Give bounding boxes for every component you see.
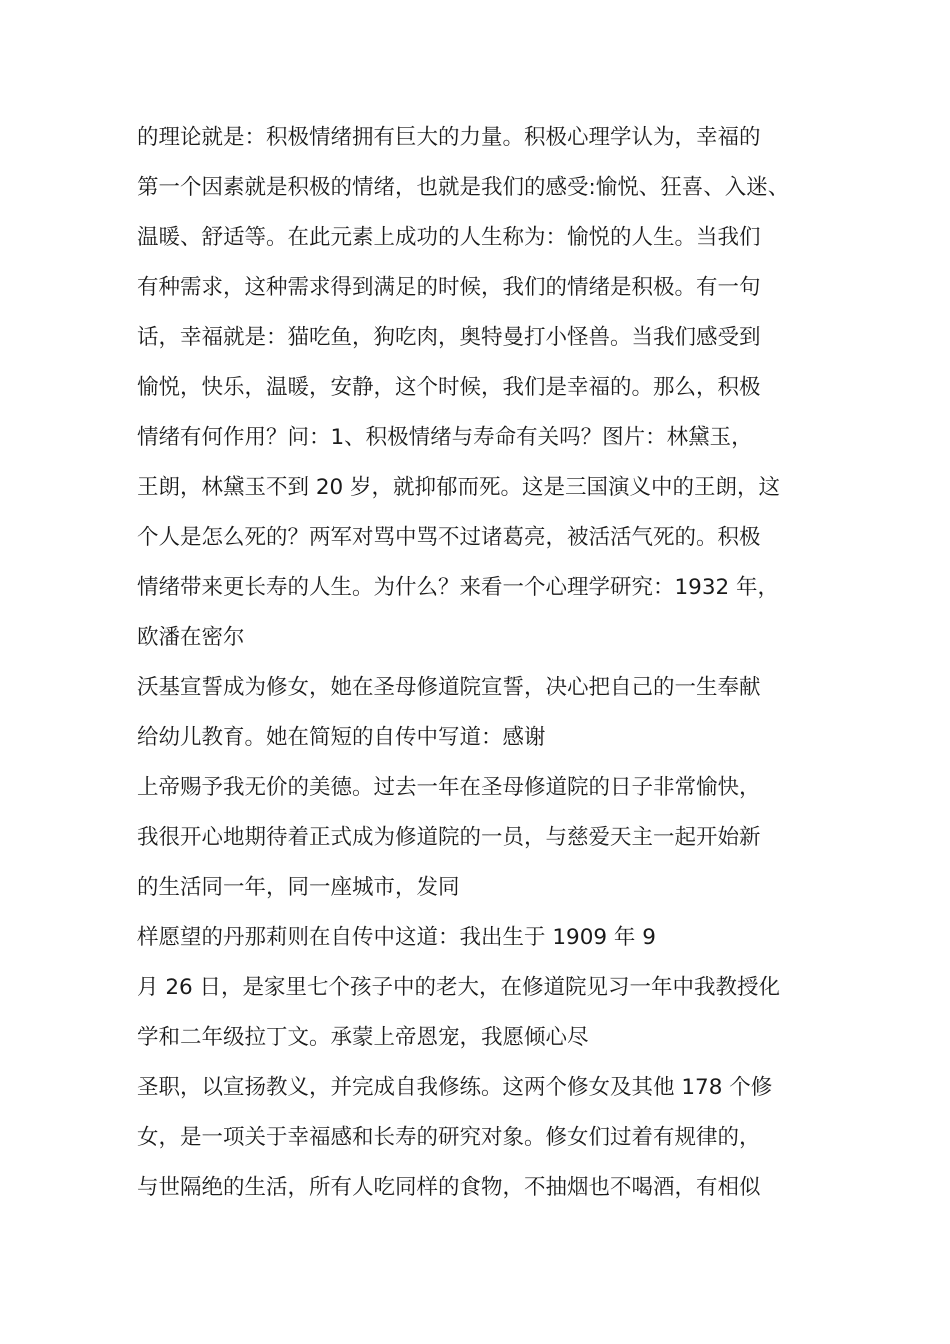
text-line: 第一个因素就是积极的情绪，也就是我们的感受:愉悦、狂喜、入迷、	[137, 175, 790, 200]
text-line: 话，幸福就是：猫吃鱼，狗吃肉，奥特曼打小怪兽。当我们感受到	[137, 325, 761, 350]
text-line: 的生活同一年，同一座城市，发同	[137, 875, 460, 900]
text-line: 个人是怎么死的？两军对骂中骂不过诸葛亮，被活活气死的。积极	[137, 525, 761, 550]
text-line: 与世隔绝的生活，所有人吃同样的食物，不抽烟也不喝酒，有相似	[137, 1175, 761, 1200]
text-line: 情绪带来更长寿的人生。为什么？来看一个心理学研究：1932 年，	[137, 575, 780, 600]
text-line: 有种需求，这种需求得到满足的时候，我们的情绪是积极。有一句	[137, 275, 761, 300]
text-line: 我很开心地期待着正式成为修道院的一员，与慈爱天主一起开始新	[137, 825, 761, 850]
text-line: 欧潘在密尔	[137, 625, 245, 650]
text-line: 愉悦，快乐，温暖，安静，这个时候，我们是幸福的。那么，积极	[137, 375, 761, 400]
text-line: 给幼儿教育。她在简短的自传中写道：感谢	[137, 725, 546, 750]
text-line: 样愿望的丹那莉则在自传中这道：我出生于 1909 年 9	[137, 925, 656, 950]
text-line: 女，是一项关于幸福感和长寿的研究对象。修女们过着有规律的，	[137, 1125, 761, 1150]
text-line: 上帝赐予我无价的美德。过去一年在圣母修道院的日子非常愉快，	[137, 775, 761, 800]
text-line: 王朗，林黛玉不到 20 岁，就抑郁而死。这是三国演义中的王朗，这	[137, 475, 781, 500]
text-line: 圣职，以宣扬教义，并完成自我修练。这两个修女及其他 178 个修	[137, 1075, 773, 1100]
text-line: 沃基宣誓成为修女，她在圣母修道院宣誓，决心把自己的一生奉献	[137, 675, 761, 700]
text-line: 月 26 日，是家里七个孩子中的老大，在修道院见习一年中我教授化	[137, 975, 781, 1000]
text-line: 学和二年级拉丁文。承蒙上帝恩宠，我愿倾心尽	[137, 1025, 589, 1050]
text-line: 温暖、舒适等。在此元素上成功的人生称为：愉悦的人生。当我们	[137, 225, 761, 250]
text-line: 的理论就是：积极情绪拥有巨大的力量。积极心理学认为，幸福的	[137, 125, 761, 150]
body-text	[137, 113, 837, 1213]
text-line: 情绪有何作用？问：1、积极情绪与寿命有关吗？图片：林黛玉，	[137, 425, 753, 450]
